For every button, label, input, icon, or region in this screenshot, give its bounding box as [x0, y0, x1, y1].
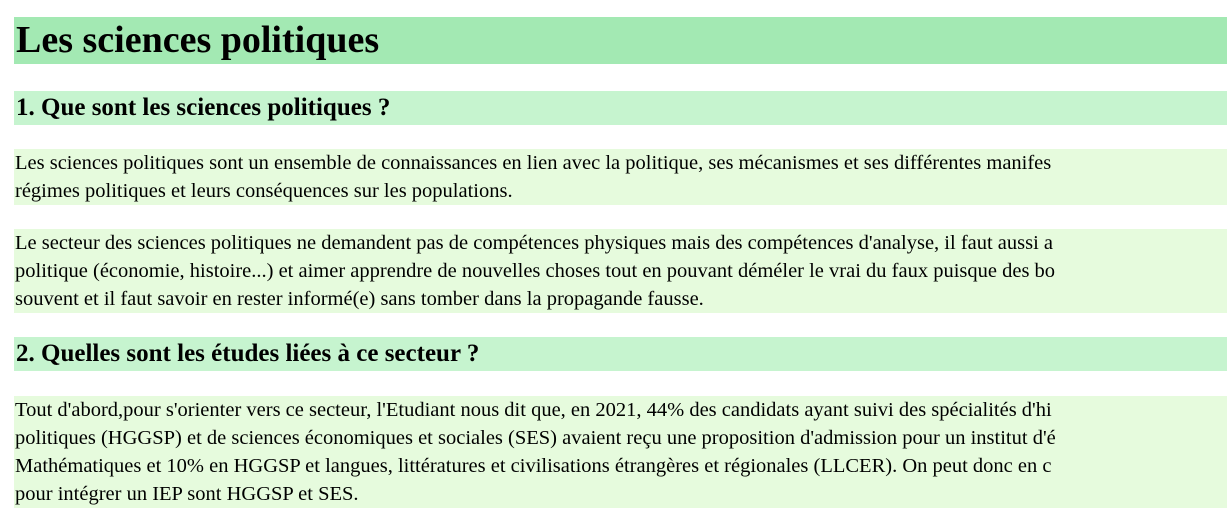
section-heading-what-is-political-science: 1. Que sont les sciences politiques ? — [14, 91, 1227, 125]
paragraph-skills — [14, 229, 1227, 313]
paragraph-line: Mathématiques et 10% en HGGSP et langues, littératures et civilisations étrangères et régionales (LLCER). On peut donc en c — [15, 455, 1052, 477]
paragraph-line: régimes politiques et leurs conséquences sur les populations. — [15, 180, 513, 202]
paragraph-line: pour intégrer un IEP sont HGGSP et SES. — [15, 483, 359, 505]
paragraph-definition — [14, 149, 1227, 205]
paragraph-line: politique (économie, histoire...) et aimer apprendre de nouvelles choses tout en pouvant déméler le vrai du faux puisque des bo — [15, 260, 1056, 282]
paragraph-line: politiques (HGGSP) et de sciences économiques et sociales (SES) avaient reçu une proposition d'admission pour un institut d'é — [15, 427, 1056, 449]
paragraph-line: Le secteur des sciences politiques ne demandent pas de compétences physiques mais des compétences d'analyse, il faut aussi a — [15, 232, 1054, 254]
paragraph-line: Les sciences politiques sont un ensemble de connaissances en lien avec la politique, ses mécanismes et ses différentes manifes — [15, 152, 1052, 174]
paragraph-line: Tout d'abord,pour s'orienter vers ce secteur, l'Etudiant nous dit que, en 2021, 44% des candidats ayant suivi des spécialités d'hi — [15, 399, 1052, 421]
section-heading-related-studies: 2. Quelles sont les études liées à ce secteur ? — [14, 337, 1227, 371]
paragraph-line: souvent et il faut savoir en rester informé(e) sans tomber dans la propagande fausse. — [15, 288, 704, 310]
page-title: Les sciences politiques — [14, 17, 1227, 64]
paragraph-studies — [14, 396, 1227, 508]
